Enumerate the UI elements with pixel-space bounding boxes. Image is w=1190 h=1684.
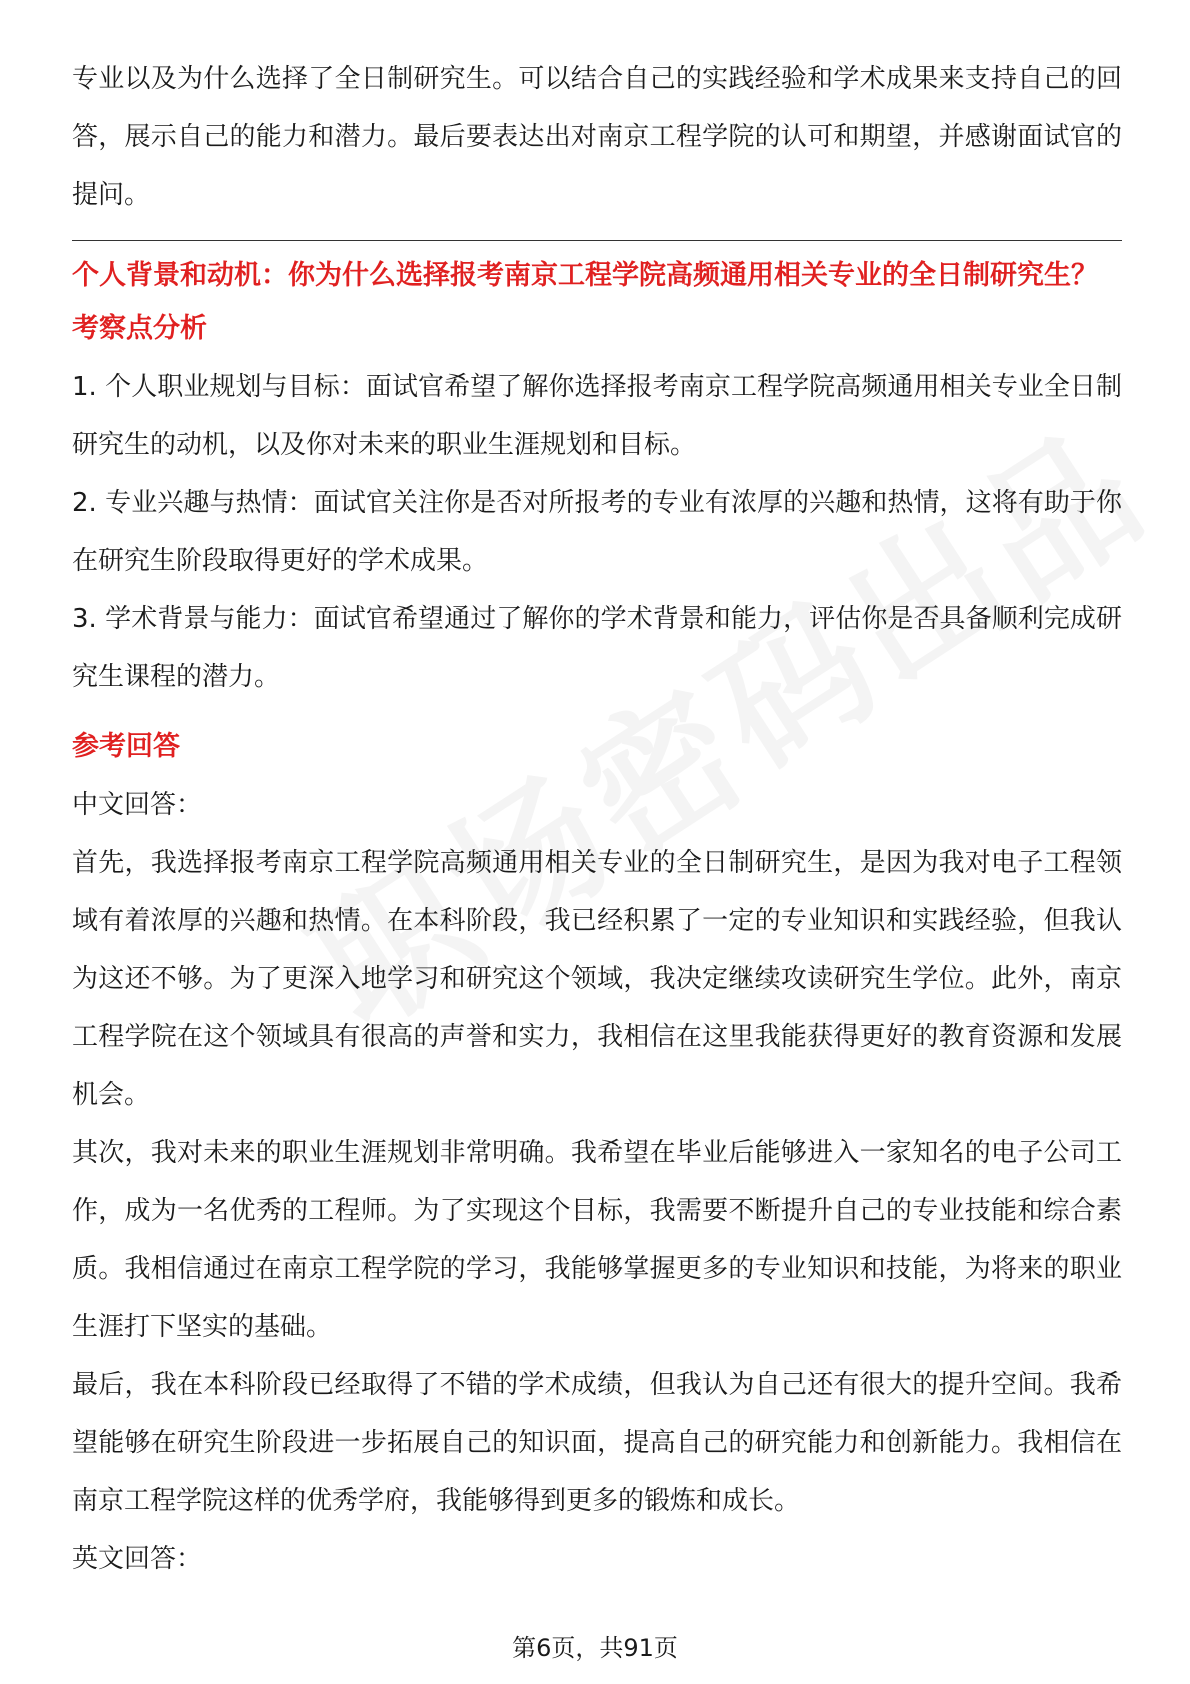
analysis-item: 3. 学术背景与能力：面试官希望通过了解你的学术背景和能力，评估你是否具备顺利完成研究生课程的潜力。 [72,604,1122,692]
question-title: 个人背景和动机：你为什么选择报考南京工程学院高频通用相关专业的全日制研究生？ [72,260,1098,291]
answer-paragraph: 首先，我选择报考南京工程学院高频通用相关专业的全日制研究生，是因为我对电子工程领域有着浓厚的兴趣和热情。在本科阶段，我已经积累了一定的专业知识和实践经验，但我认为这还不够。为了更深入地学习和研究这个领域，我决定继续攻读研究生学位。此外，南京工程学院在这个领域具有很高的声誉和实力，我相信在这里我能获得更好的教育资源和发展机会。 [72,848,1122,1110]
answer-paragraph: 最后，我在本科阶段已经取得了不错的学术成绩，但我认为自己还有很大的提升空间。我希望能够在研究生阶段进一步拓展自己的知识面，提高自己的研究能力和创新能力。我相信在南京工程学院这样的优秀学府，我能够得到更多的锻炼和成长。 [72,1370,1122,1516]
section-divider [72,240,1122,241]
english-answer-label: 英文回答： [72,1544,203,1574]
analysis-heading: 考察点分析 [72,313,207,344]
chinese-answer-label: 中文回答： [72,790,203,820]
analysis-item: 2. 专业兴趣与热情：面试官关注你是否对所报考的专业有浓厚的兴趣和热情，这将有助于你在研究生阶段取得更好的学术成果。 [72,488,1122,576]
page-number: 第6页，共91页 [512,1634,678,1662]
answer-paragraph: 其次，我对未来的职业生涯规划非常明确。我希望在毕业后能够进入一家知名的电子公司工作，成为一名优秀的工程师。为了实现这个目标，我需要不断提升自己的专业技能和综合素质。我相信通过在南京工程学院的学习，我能够掌握更多的专业知识和技能，为将来的职业生涯打下坚实的基础。 [72,1138,1122,1342]
spacer [72,706,1122,718]
page-content [72,50,1122,1588]
analysis-item: 1. 个人职业规划与目标：面试官希望了解你选择报考南京工程学院高频通用相关专业全日制研究生的动机，以及你对未来的职业生涯规划和目标。 [72,372,1122,460]
answer-heading: 参考回答 [72,731,180,762]
intro-paragraph: 专业以及为什么选择了全日制研究生。可以结合自己的实践经验和学术成果来支持自己的回答，展示自己的能力和潜力。最后要表达出对南京工程学院的认可和期望，并感谢面试官的提问。 [72,64,1122,210]
